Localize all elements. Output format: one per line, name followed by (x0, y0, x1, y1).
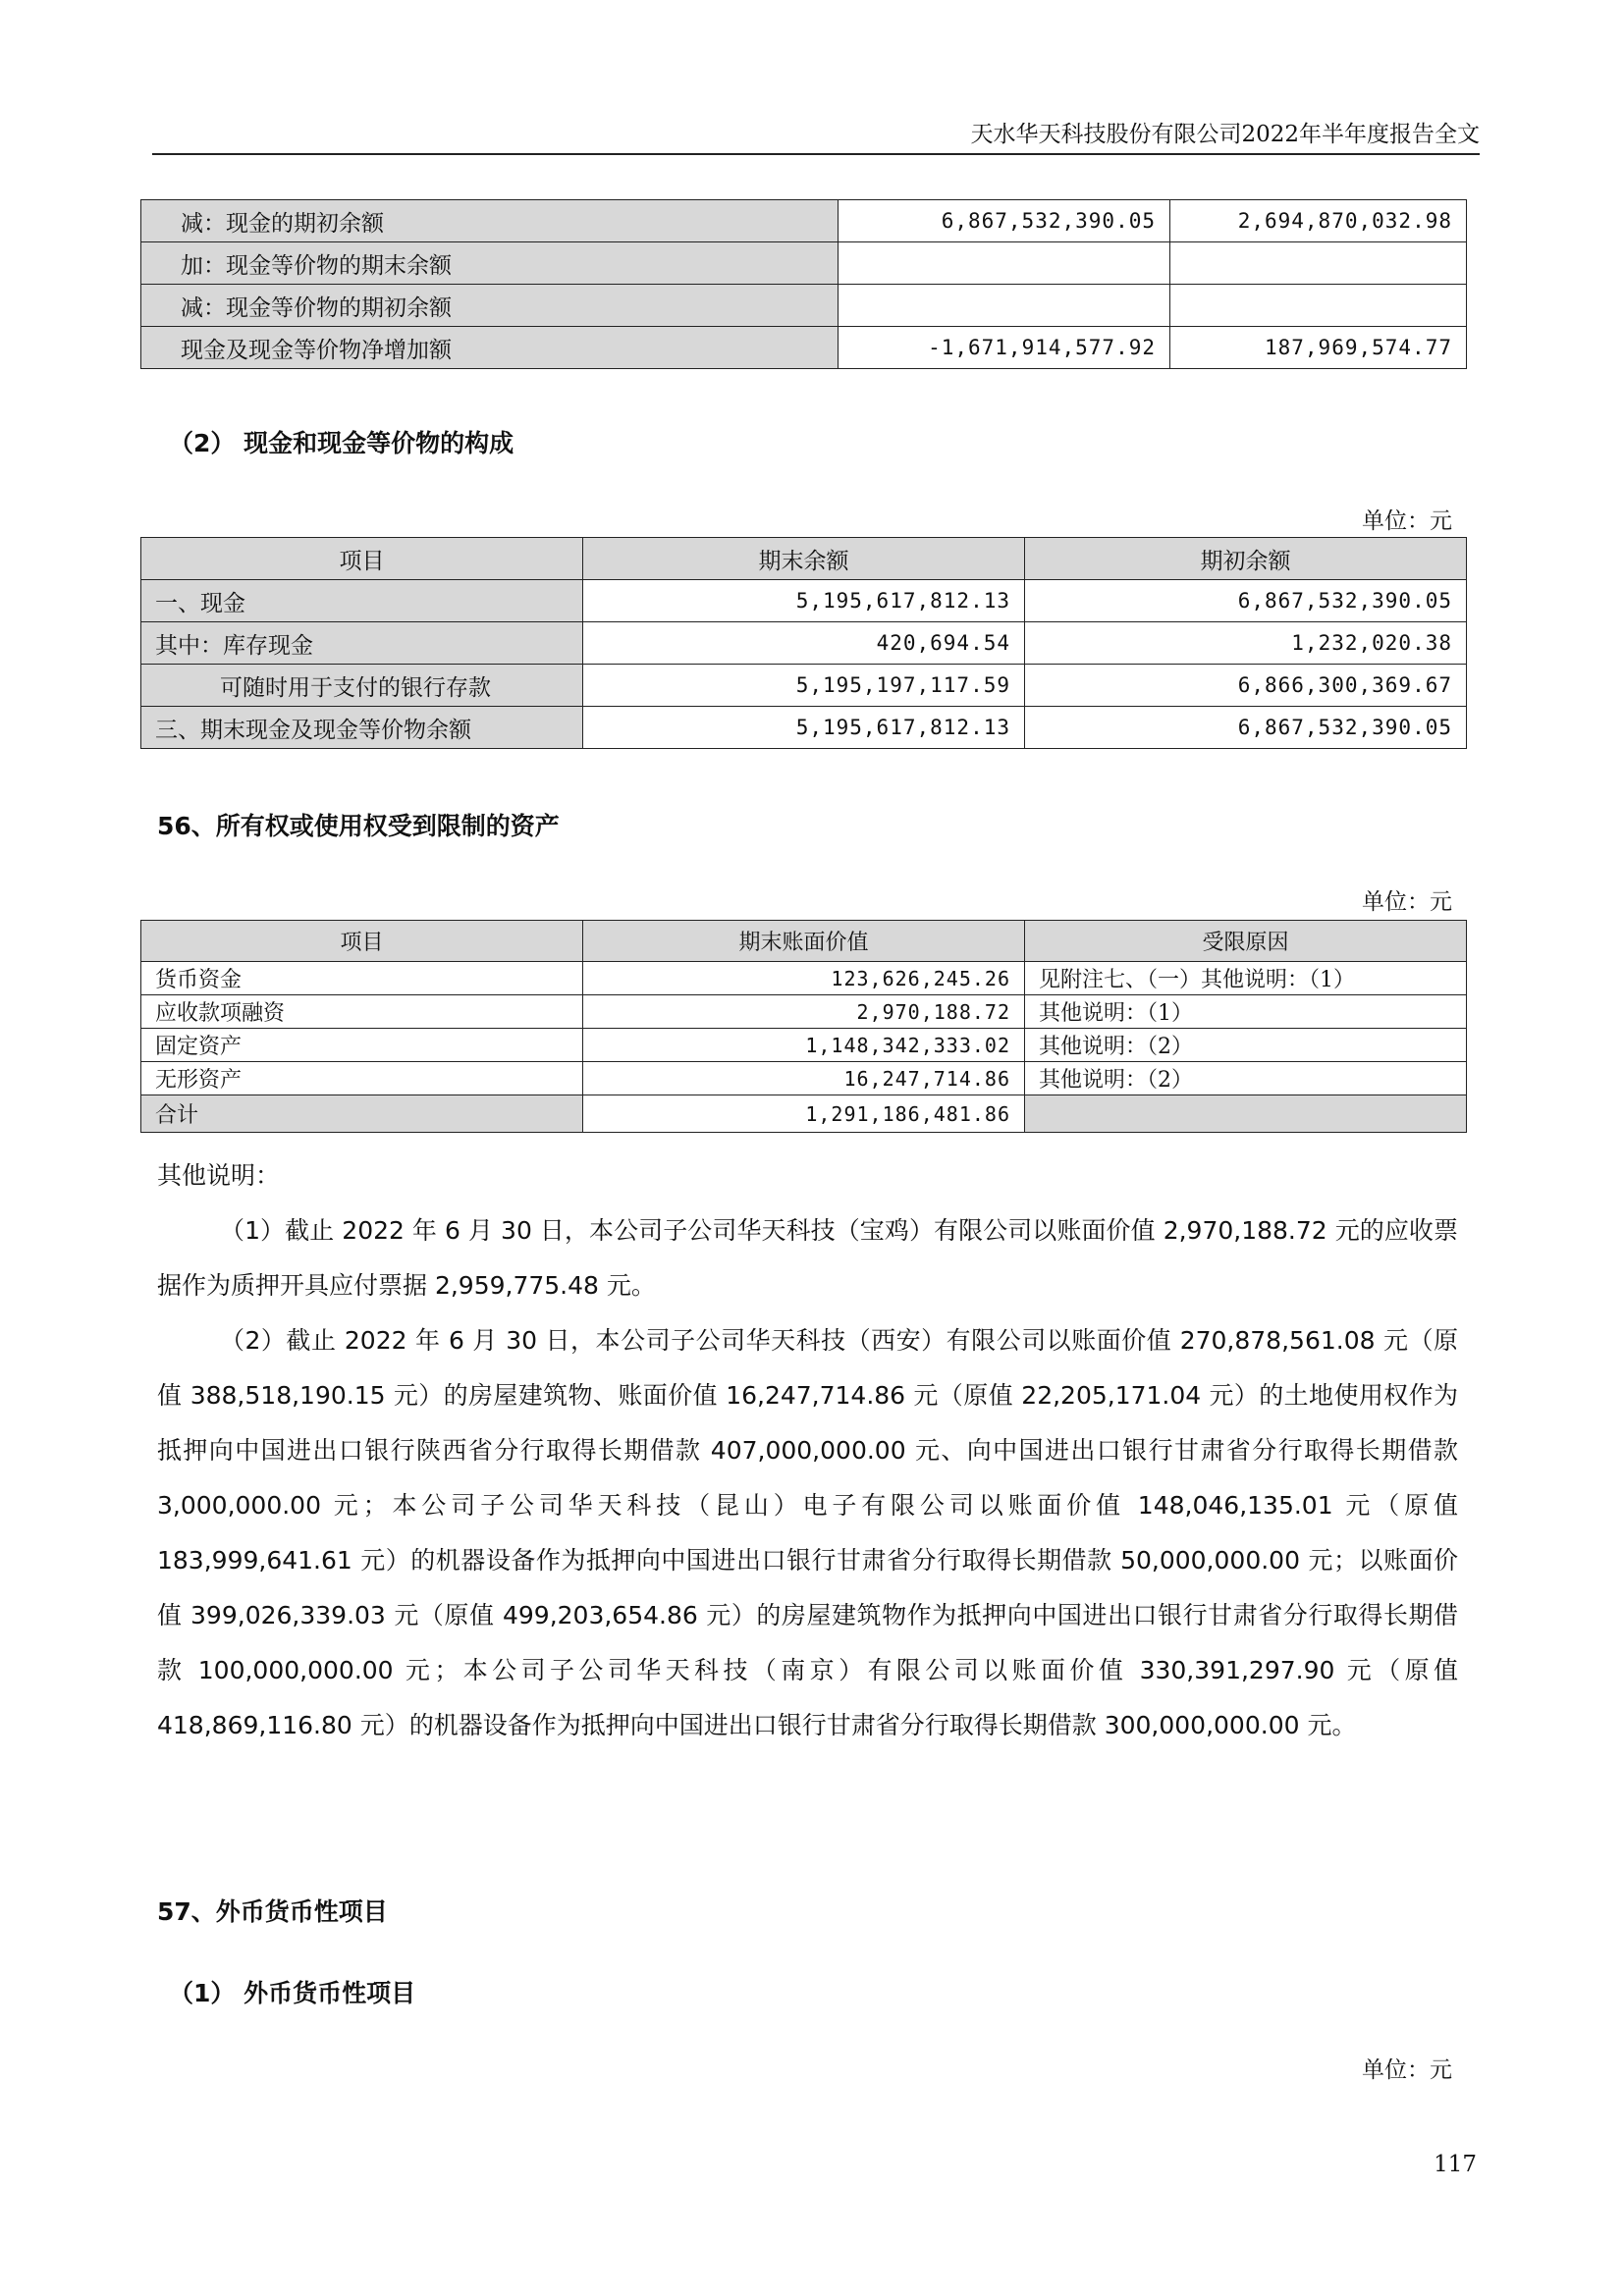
row-value: 2,970,188.72 (583, 995, 1025, 1029)
column-header: 受限原因 (1025, 921, 1467, 962)
table-header-row (141, 538, 1467, 580)
row-value (1170, 242, 1467, 285)
column-header: 项目 (141, 921, 583, 962)
note-paragraph: （1）截止 2022 年 6 月 30 日，本公司子公司华天科技（宝鸡）有限公司以账面价值 2,970,188.72 元的应收票据作为质押开具应付票据 2,959,775.48 元。 (157, 1216, 1458, 1300)
table-header-row (141, 921, 1467, 962)
column-header: 期末余额 (583, 538, 1025, 580)
table-row (141, 995, 1467, 1029)
row-value: 5,195,617,812.13 (583, 580, 1025, 622)
row-value: 6,867,532,390.05 (1025, 707, 1467, 749)
row-value (839, 285, 1170, 327)
section-heading: 57、外币货币性项目 (157, 1897, 388, 1926)
header-title: 天水华天科技股份有限公司2022年半年度报告全文 (970, 122, 1480, 147)
sub-heading: （1） 外币货币性项目 (169, 1979, 416, 2007)
section-heading: 56、所有权或使用权受到限制的资产 (157, 812, 560, 840)
section-heading: （2） 现金和现金等价物的构成 (169, 429, 514, 457)
unit-label: 单位：元 (1362, 889, 1452, 915)
row-value: 5,195,617,812.13 (583, 707, 1025, 749)
row-value (839, 242, 1170, 285)
note-paragraph: （2）截止 2022 年 6 月 30 日，本公司子公司华天科技（西安）有限公司以账面价值 270,878,561.08 元（原值 388,518,190.15 元）的房屋建筑物、账面价值 16,247,714.86 元（原值 22,205,171.04 元）的土地使用权作为抵押向中国进出口银行陕西省分行取得长期借款 407,000,000.00 元、向中国进出口银行甘肃省分行取得长期借款 3,000,000.00 元；本公司子公司华天科技（昆山）电子有限公司以账面价值 148,046,135.01 元（原值 183,999,641.61 元）的机器设备作为抵押向中国进出口银行甘肃省分行取得长期借款 50,000,000.00 元；以账面价值 399,026,339.03 元（原值 499,203,654.86 元）的房屋建筑物作为抵押向中国进出口银行甘肃省分行取得长期借款 100,000,000.00 元；本公司子公司华天科技（南京）有限公司以账面价值 330,391,297.90 元（原值 418,869,116.80 元）的机器设备作为抵押向中国进出口银行甘肃省分行取得长期借款 300,000,000.00 元。 (157, 1326, 1458, 1739)
table-row (141, 622, 1467, 665)
table-total-row (141, 1095, 1467, 1133)
table-row (141, 285, 1467, 327)
page-number: 117 (1434, 2152, 1477, 2177)
row-label: 合计 (141, 1095, 583, 1133)
row-label: 减：现金的期初余额 (141, 200, 839, 242)
column-header: 项目 (141, 538, 583, 580)
row-label: 三、期末现金及现金等价物余额 (141, 707, 583, 749)
row-label: 应收款项融资 (141, 995, 583, 1029)
table-row (141, 1029, 1467, 1062)
row-label: 减：现金等价物的期初余额 (141, 285, 839, 327)
row-value: -1,671,914,577.92 (839, 327, 1170, 369)
row-value: 2,694,870,032.98 (1170, 200, 1467, 242)
row-value: 16,247,714.86 (583, 1062, 1025, 1095)
row-reason: 其他说明：（2） (1025, 1062, 1467, 1095)
row-value: 1,232,020.38 (1025, 622, 1467, 665)
row-label: 可随时用于支付的银行存款 (141, 665, 583, 707)
table-row (141, 1062, 1467, 1095)
table-row (141, 580, 1467, 622)
cash-flow-table (140, 199, 1467, 369)
row-reason: 其他说明：（2） (1025, 1029, 1467, 1062)
row-label: 其中：库存现金 (141, 622, 583, 665)
unit-label: 单位：元 (1362, 508, 1452, 534)
notes-block (157, 1148, 1458, 1753)
row-reason (1025, 1095, 1467, 1133)
table-row (141, 327, 1467, 369)
row-value: 420,694.54 (583, 622, 1025, 665)
row-value: 123,626,245.26 (583, 962, 1025, 995)
unit-label: 单位：元 (1362, 2057, 1452, 2083)
row-label: 一、现金 (141, 580, 583, 622)
table-row (141, 962, 1467, 995)
column-header: 期末账面价值 (583, 921, 1025, 962)
row-value: 187,969,574.77 (1170, 327, 1467, 369)
cash-composition-table (140, 537, 1467, 749)
row-label: 货币资金 (141, 962, 583, 995)
row-label: 现金及现金等价物净增加额 (141, 327, 839, 369)
row-value: 6,867,532,390.05 (839, 200, 1170, 242)
row-value: 1,291,186,481.86 (583, 1095, 1025, 1133)
page-header (152, 110, 1480, 155)
table-row (141, 665, 1467, 707)
row-value: 1,148,342,333.02 (583, 1029, 1025, 1062)
table-row (141, 707, 1467, 749)
row-label: 固定资产 (141, 1029, 583, 1062)
row-value: 6,866,300,369.67 (1025, 665, 1467, 707)
row-label: 无形资产 (141, 1062, 583, 1095)
row-reason: 见附注七、（一）其他说明：（1） (1025, 962, 1467, 995)
row-value: 6,867,532,390.05 (1025, 580, 1467, 622)
row-value (1170, 285, 1467, 327)
row-value: 5,195,197,117.59 (583, 665, 1025, 707)
table-row (141, 242, 1467, 285)
table-row (141, 200, 1467, 242)
restricted-assets-table (140, 920, 1467, 1133)
notes-title: 其他说明： (157, 1161, 281, 1190)
row-label: 加：现金等价物的期末余额 (141, 242, 839, 285)
row-reason: 其他说明：（1） (1025, 995, 1467, 1029)
column-header: 期初余额 (1025, 538, 1467, 580)
